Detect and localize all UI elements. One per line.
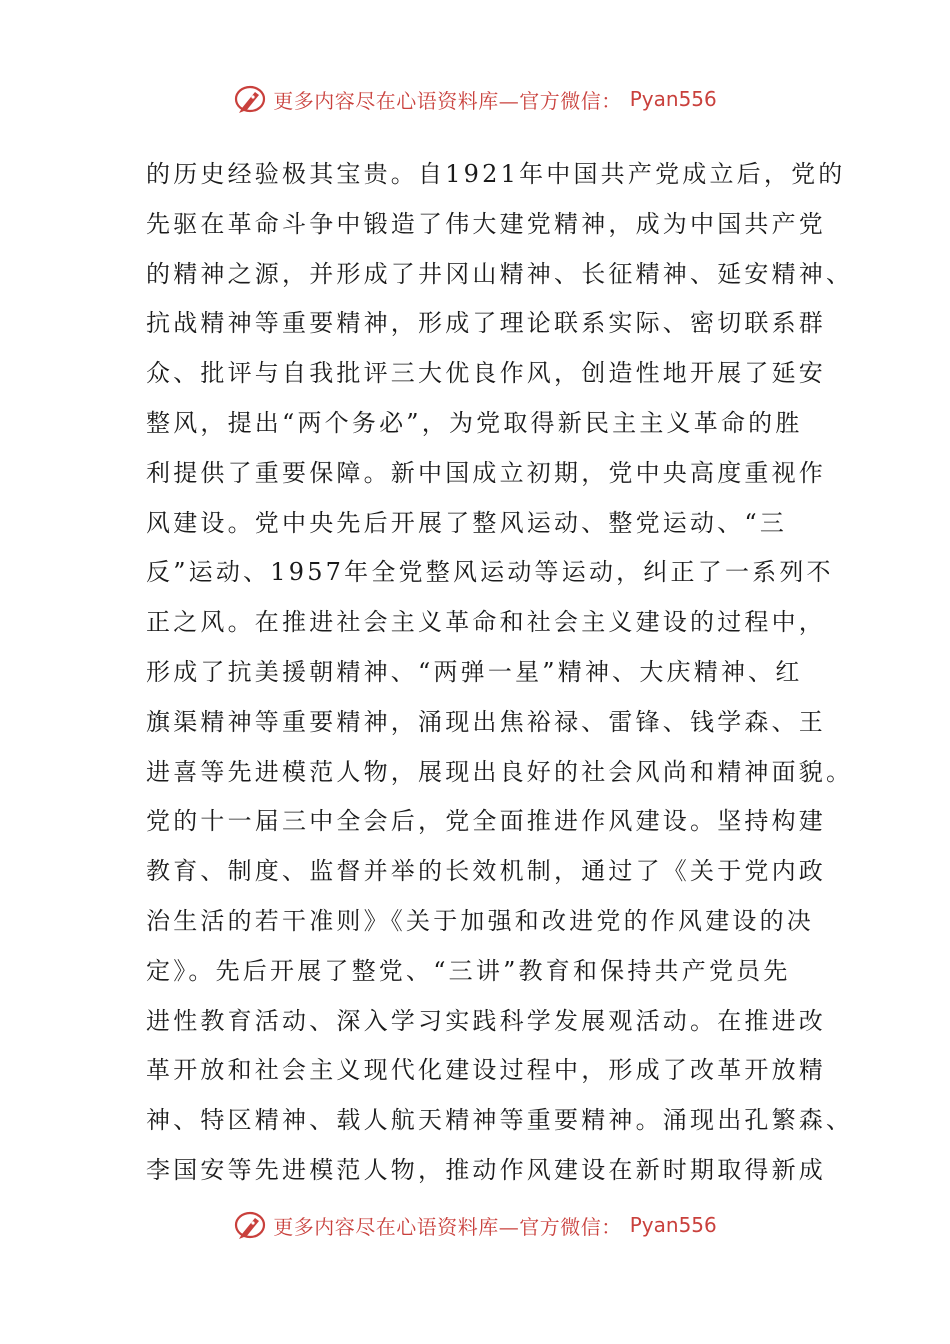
body-line: 整风，提出“两个务必”，为党取得新民主主义革命的胜 xyxy=(146,408,803,437)
body-line: 的历史经验极其宝贵。自1921年中国共产党成立后，党的 xyxy=(146,160,846,188)
header-banner xyxy=(0,84,950,114)
document-body xyxy=(146,150,854,1196)
body-line: 形成了抗美援朝精神、“两弹一星”精神、大庆精神、红 xyxy=(146,657,803,686)
body-line: 神、特区精神、载人航天精神等重要精神。涌现出孔繁森、 xyxy=(146,1106,854,1135)
header-text: 更多内容尽在心语资料库—官方微信： xyxy=(273,88,622,113)
header-wechat-handle: Pyan556 xyxy=(629,87,717,111)
body-line: 进性教育活动、深入学习实践科学发展观活动。在推进改 xyxy=(146,1006,826,1035)
body-line: 治生活的若干准则》《关于加强和改进党的作风建设的决 xyxy=(146,906,814,935)
footer-text: 更多内容尽在心语资料库—官方微信： xyxy=(273,1214,622,1239)
footer-wechat-handle: Pyan556 xyxy=(629,1213,717,1237)
body-line: 进喜等先进模范人物，展现出良好的社会风尚和精神面貌。 xyxy=(146,757,854,786)
body-line: 革开放和社会主义现代化建设过程中，形成了改革开放精 xyxy=(146,1056,826,1085)
footer-banner xyxy=(0,1210,950,1240)
body-line: 李国安等先进模范人物，推动作风建设在新时期取得新成 xyxy=(146,1155,826,1184)
body-line: 的精神之源，并形成了井冈山精神、长征精神、延安精神、 xyxy=(146,259,854,288)
body-line: 抗战精神等重要精神，形成了理论联系实际、密切联系群 xyxy=(146,309,826,338)
body-line: 教育、制度、监督并举的长效机制，通过了《关于党内政 xyxy=(146,857,826,886)
body-line: 风建设。党中央先后开展了整风运动、整党运动、“三 xyxy=(146,508,788,537)
body-line: 利提供了重要保障。新中国成立初期，党中央高度重视作 xyxy=(146,458,826,487)
body-line: 党的十一届三中全会后，党全面推进作风建设。坚持构建 xyxy=(146,807,826,836)
body-line: 众、批评与自我批评三大优良作风，创造性地开展了延安 xyxy=(146,359,826,388)
pen-nib-logo-icon xyxy=(233,84,267,114)
body-line: 先驱在革命斗争中锻造了伟大建党精神，成为中国共产党 xyxy=(146,209,826,238)
body-line: 旗渠精神等重要精神，涌现出焦裕禄、雷锋、钱学森、王 xyxy=(146,707,826,736)
body-line: 定》。先后开展了整党、“三讲”教育和保持共产党员先 xyxy=(146,956,791,985)
body-line: 正之风。在推进社会主义革命和社会主义建设的过程中， xyxy=(146,608,826,637)
pen-nib-logo-icon xyxy=(233,1210,267,1240)
body-line: 反”运动、1957年全党整风运动等运动，纠正了一系列不 xyxy=(146,558,834,587)
